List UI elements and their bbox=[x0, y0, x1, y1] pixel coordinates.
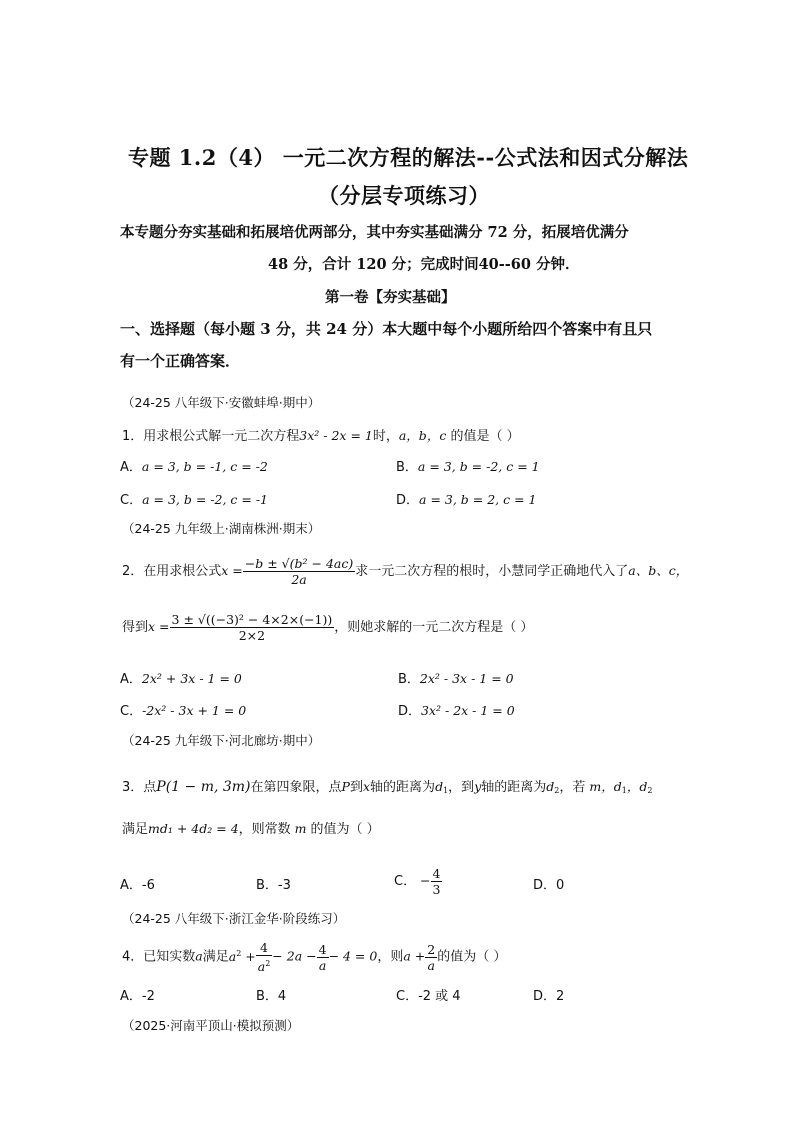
q1-option-d[interactable]: D．a = 3, b = 2, c = 1 bbox=[396, 492, 537, 508]
q2-option-b[interactable]: B．2x² - 3x - 1 = 0 bbox=[398, 671, 514, 687]
q1-option-c[interactable]: C．a = 3, b = -2, c = -1 bbox=[120, 492, 268, 508]
page-title: 专题 1.2（4） 一元二次方程的解法--公式法和因式分解法 bbox=[128, 145, 689, 170]
intro-line-2: 48 分，合计 120 分；完成时间40--60 分钟． bbox=[268, 256, 580, 273]
q1-suffix: 的值是（ ） bbox=[446, 429, 520, 444]
q2-option-c[interactable]: C．-2x² - 3x + 1 = 0 bbox=[120, 703, 247, 719]
q3-option-c[interactable]: C． − $\frac{4}{3}$ bbox=[394, 866, 441, 897]
q4-option-a[interactable]: A．-2 bbox=[120, 989, 155, 1004]
section-heading-line-2: 有一个正确答案． bbox=[120, 352, 241, 370]
q1-mid: 时， bbox=[372, 429, 399, 444]
q1-source: （24-25 八年级下·安徽蚌埠·期中） bbox=[122, 395, 321, 410]
q3-option-a[interactable]: A．-6 bbox=[120, 878, 155, 893]
q2-option-d[interactable]: D．3x² - 2x - 1 = 0 bbox=[398, 703, 515, 719]
q3-stem-line-1: 3．点P(1 − m, 3m)在第四象限，点P到x轴的距离为$d_1$，到y轴的距离为$d_2$，若 m，$d_1$，$d_2$ bbox=[122, 779, 653, 795]
intro-line-1: 本专题分夯实基础和拓展培优两部分，其中夯实基础满分 72 分，拓展培优满分 bbox=[120, 224, 629, 241]
q1-stem bbox=[122, 425, 520, 444]
q3-option-b[interactable]: B．-3 bbox=[256, 878, 291, 893]
substituted-formula: $\frac{\text{3 ± √((−3)² − 4×2×(−1))}}{2\times 2}$ bbox=[171, 612, 333, 643]
q4-source: （24-25 八年级下·浙江金华·阶段练习） bbox=[122, 911, 346, 926]
q3-source: （24-25 九年级下·河北廊坊·期中） bbox=[122, 733, 321, 748]
section-heading-line-1: 一、选择题（每小题 3 分，共 24 分）本大题中每个小题所给四个答案中有且只 bbox=[120, 320, 653, 338]
q2-stem-line-1: 2．在用求根公式x = $\frac{\text{−b ± √(b² − 4ac)}}{2a}$ 求一元二次方程的根时，小慧同学正确地代入了a、b、c， bbox=[122, 556, 689, 587]
q2-source: （24-25 九年级上·湖南株洲·期末） bbox=[122, 521, 321, 536]
q5-source: （2025·河南平顶山·模拟预测） bbox=[122, 1018, 300, 1033]
page-subtitle: （分层专项练习） bbox=[318, 183, 490, 208]
q1-prefix: 1．用求根公式解一元二次方程 bbox=[122, 429, 300, 444]
part-title: 第一卷【夯实基础】 bbox=[325, 289, 456, 306]
q1-option-b[interactable]: B．a = 3, b = -2, c = 1 bbox=[396, 459, 540, 475]
q4-option-c[interactable]: C．-2 或 4 bbox=[396, 989, 461, 1004]
q3-stem-line-2: 满足md₁ + 4d₂ = 4，则常数 m 的值为（ ） bbox=[122, 821, 380, 837]
q1-equation: 3x² - 2x = 1 bbox=[299, 428, 373, 443]
quadratic-formula: $\frac{\text{−b ± √(b² − 4ac)}}{2a}$ bbox=[244, 556, 354, 587]
q1-vars: a，b，c bbox=[398, 428, 447, 443]
q2-option-a[interactable]: A．2x² + 3x - 1 = 0 bbox=[120, 671, 242, 687]
q4-stem: 4．已知实数a满足$a^2$ + $\frac{4}{a^2}$ − 2a − $\frac{4}{a}$ − 4 = 0，则a + $\frac{2}{a}$ 的值为（ ） bbox=[122, 940, 507, 974]
q1-option-a[interactable]: A．a = 3, b = -1, c = -2 bbox=[120, 459, 268, 475]
q2-stem-line-2: 得到x = $\frac{\text{3 ± √((−3)² − 4×2×(−1))}}{2\times 2}$ ，则她求解的一元二次方程是（ ） bbox=[122, 612, 534, 643]
q4-option-d[interactable]: D．2 bbox=[533, 989, 565, 1004]
q3-option-d[interactable]: D．0 bbox=[533, 878, 565, 893]
q4-option-b[interactable]: B．4 bbox=[256, 989, 287, 1004]
